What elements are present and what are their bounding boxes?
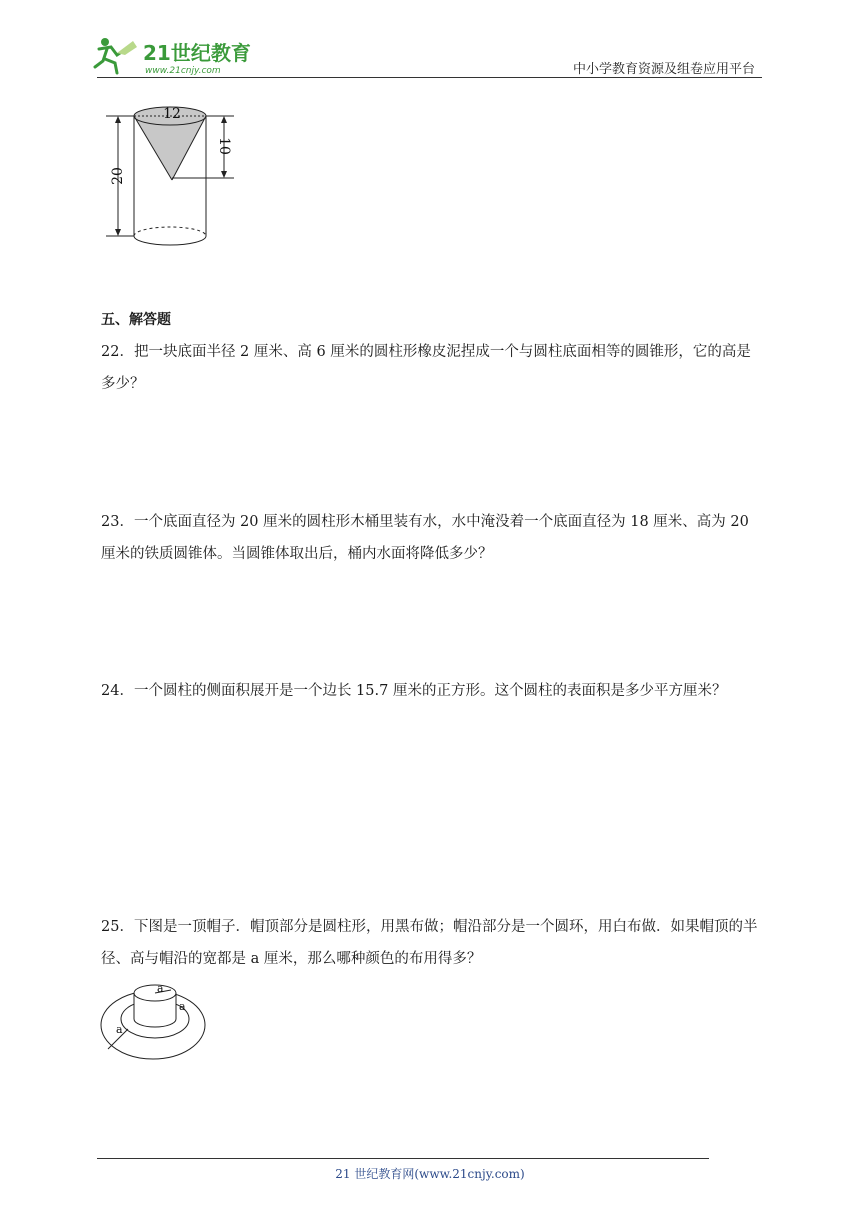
cylinder-height-label: 20 (110, 167, 126, 185)
site-logo (93, 33, 263, 77)
question-23: 23．一个底面直径为 20 厘米的圆柱形木桶里装有水，水中淹没着一个底面直径为 18 厘米、高为 20 厘米的铁质圆锥体。当圆锥体取出后，桶内水面将降低多少？ (101, 514, 749, 562)
question-24: 24．一个圆柱的侧面积展开是一个边长 15.7 厘米的正方形。这个圆柱的表面积是多少平方厘米？ (101, 683, 727, 699)
question-25: 25．下图是一顶帽子．帽顶部分是圆柱形，用黑布做；帽沿部分是一个圆环，用白布做．如果帽顶的半径、高与帽沿的宽都是 a 厘米，那么哪种颜色的布用得多？ (101, 919, 758, 967)
footer-divider (97, 1158, 709, 1159)
hat-brim-label: a (116, 1023, 123, 1036)
section-title: 五、解答题 (101, 312, 171, 328)
question-22: 22．把一块底面半径 2 厘米、高 6 厘米的圆柱形橡皮泥捏成一个与圆柱底面相等的圆锥形，它的高是多少？ (101, 344, 751, 392)
hat-radius-label: a (157, 982, 164, 995)
cylinder-cone-figure (100, 100, 240, 248)
header-divider (97, 77, 762, 78)
footer-text: 21 世纪教育网(www.21cnjy.com) (335, 1167, 525, 1181)
hat-figure (98, 975, 213, 1063)
hat-height-label: a (179, 1000, 186, 1013)
top-diameter-label: 12 (163, 106, 181, 122)
platform-title: 中小学教育资源及组卷应用平台 (572, 62, 755, 77)
runner-icon (95, 38, 137, 73)
logo-text: 21世纪教育 (143, 41, 251, 65)
cone-height-label: 10 (216, 137, 232, 155)
logo-url: www.21cnjy.com (145, 66, 221, 76)
